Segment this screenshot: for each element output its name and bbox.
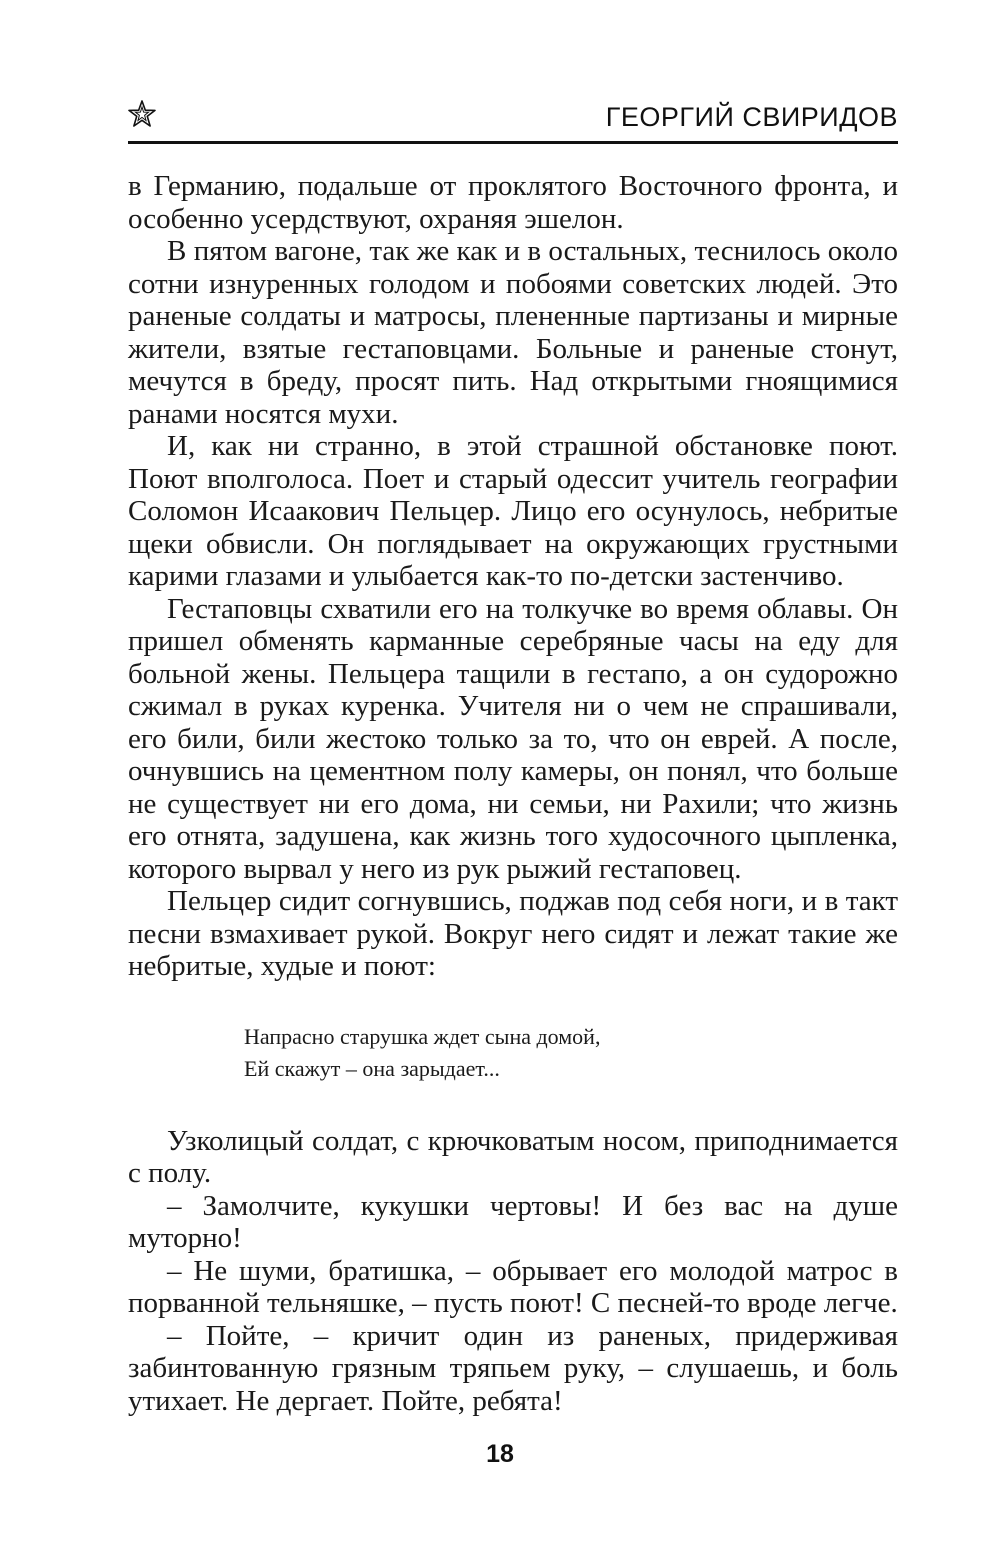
- paragraph: Гестаповцы схватили его на толкучке во время облавы. Он пришел обменять карманные серебряные часы на еду для больной жены. Пельцера тащили в гестапо, а он судорожно сжимал в руках куренка. Учителя ни о чем не спрашивали, его били, били жестоко только за то, что он еврей. А после, очнувшись на цементном полу камеры, он понял, что больше не существует ни его дома, ни семьи, ни Рахили; что жизнь его отнята, задушена, как жизнь того худосочного цыпленка, которого вырвал у него из рук рыжий гестаповец.: [128, 592, 898, 885]
- header-rule: [128, 141, 898, 144]
- verse-line: Ей скажут – она зарыдает...: [244, 1055, 500, 1081]
- page-body: [128, 170, 898, 1417]
- paragraph: Пельцер сидит согнувшись, поджав под себя ноги, и в такт песни взмахивает рукой. Вокруг него сидят и лежат такие же небритые, худые и поют:: [128, 885, 898, 982]
- dialogue-line: – Пойте, – кричит один из раненых, придерживая забинтованную грязным тряпьем руку, – слушаешь, и боль утихает. Не дергает. Пойте, ребята!: [128, 1319, 898, 1417]
- dialogue-line: – Замолчите, кукушки чертовы! И без вас на душе муторно!: [128, 1189, 898, 1254]
- paragraph: Узколицый солдат, с крючковатым носом, приподнимается с полу.: [128, 1124, 898, 1189]
- star-icon: [128, 100, 156, 128]
- song-verse: [244, 1021, 898, 1085]
- page-number: 18: [486, 1440, 514, 1468]
- paragraph-continued: в Германию, подальше от проклятого Восточного фронта, и особенно усердствуют, охраняя эшелон.: [128, 170, 898, 235]
- dialogue-line: – Не шуми, братишка, – обрывает его молодой матрос в порванной тельняшке, – пусть поют! С песней-то вроде легче.: [128, 1254, 898, 1319]
- paragraph: И, как ни странно, в этой страшной обстановке поют. Поют вполголоса. Поет и старый одессит учитель географии Соломон Исаакович Пельцер. Лицо его осунулось, небритые щеки обвисли. Он поглядывает на окружающих грустными карими глазами и улыбается как-то по-детски застенчиво.: [128, 430, 898, 592]
- running-header: [128, 92, 898, 144]
- paragraph: В пятом вагоне, так же как и в остальных, теснилось около сотни изнуренных голодом и побоями советских людей. Это раненые солдаты и матросы, плененные партизаны и мирные жители, взятые гестаповцами. Больные и раненые стонут, мечутся в бреду, просят пить. Над открытыми гноящимися ранами носятся мухи.: [128, 235, 898, 430]
- book-author-title: ГЕОРГИЙ СВИРИДОВ: [605, 102, 898, 132]
- verse-line: Напрасно старушка ждет сына домой,: [244, 1023, 601, 1049]
